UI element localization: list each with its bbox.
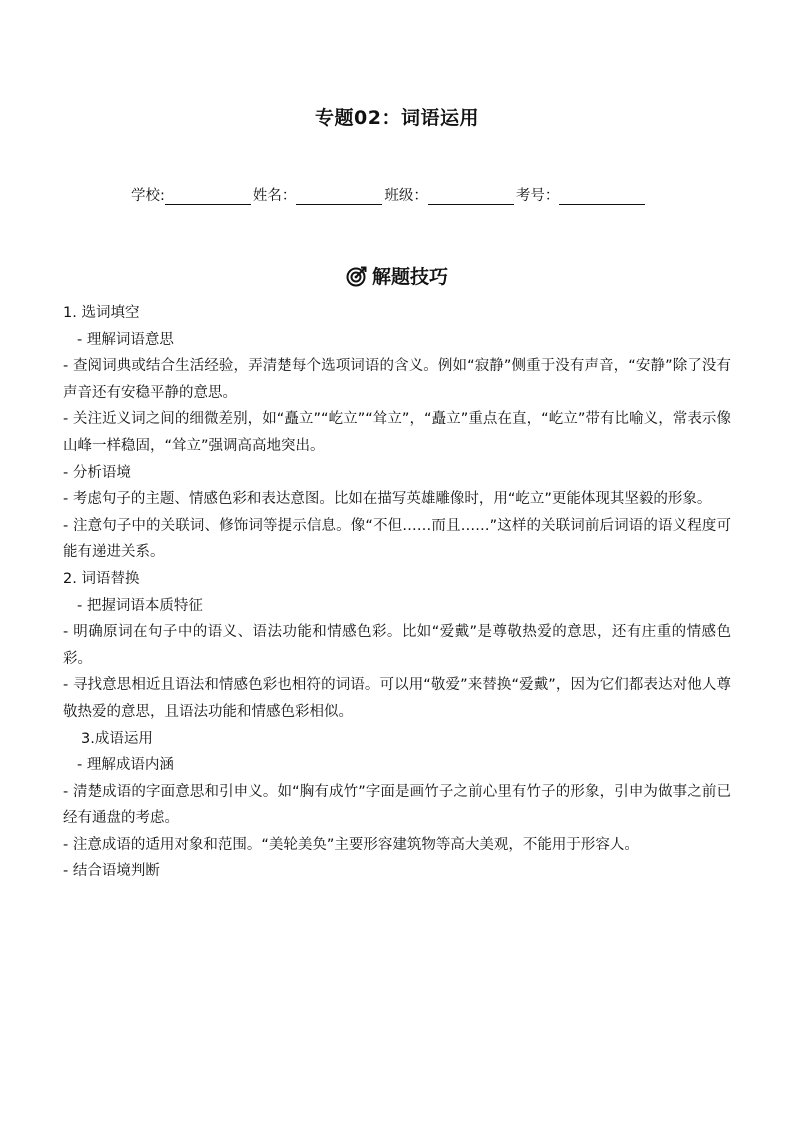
paragraph: - 清楚成语的字面意思和引申义。如“胸有成竹”字面是画竹子之前心里有竹子的形象，引申为做事之前已经有通盘的考虑。 <box>63 783 731 827</box>
target-icon <box>346 265 368 287</box>
paragraph: - 关注近义词之间的细微差别，如“矗立”“屹立”“耸立”，“矗立”重点在直，“屹立”带有比喻义，常表示像山峰一样稳固，“耸立”强调高高地突出。 <box>63 411 731 454</box>
paragraph: - 查阅词典或结合生活经验，弄清楚每个选项词语的含义。例如“寂静”侧重于没有声音，“安静”除了没有声音还有安稳平静的意思。 <box>63 358 731 401</box>
school-label: 学校: <box>131 188 165 204</box>
subheading: - 理解成语内涵 <box>77 757 174 774</box>
section-heading <box>0 262 794 289</box>
subheading: - 理解词语意思 <box>77 331 174 348</box>
page-title: 专题02：词语运用 <box>315 107 479 129</box>
paragraph: - 注意句子中的关联词、修饰词等提示信息。像“不但……而且……”这样的关联词前后词语的语义程度可能有递进关系。 <box>63 517 731 561</box>
exam-no-label: 考号： <box>515 188 560 204</box>
paragraph: - 考虑句子的主题、情感色彩和表达意图。比如在描写英雄雕像时，用“屹立”更能体现其坚毅的形象。 <box>63 491 712 508</box>
school-blank <box>165 187 251 205</box>
class-label: 班级： <box>384 188 428 204</box>
class-blank <box>428 187 514 205</box>
heading-3: 3.成语运用 <box>81 730 153 747</box>
section-title: 解题技巧 <box>371 266 448 288</box>
student-info-line <box>131 184 647 205</box>
exam-no-blank <box>559 187 645 205</box>
subheading: - 分析语境 <box>63 464 131 481</box>
paragraph: - 寻找意思相近且语法和情感色彩也相符的词语。可以用“敬爱”来替换“爱戴”，因为它们都表达对他人尊敬热爱的意思，且语法功能和情感色彩相似。 <box>63 677 731 720</box>
subheading: - 结合语境判断 <box>63 863 160 880</box>
name-blank <box>296 187 382 205</box>
paragraph: - 注意成语的适用对象和范围。“美轮美奂”主要形容建筑物等高大美观，不能用于形容人。 <box>63 836 639 853</box>
paragraph: - 明确原词在句子中的语义、语法功能和情感色彩。比如“爱戴”是尊敬热爱的意思，还有庄重的情感色彩。 <box>63 624 731 667</box>
tips-content <box>63 300 731 885</box>
name-label: 姓名： <box>252 188 297 204</box>
heading-1: 1. 选词填空 <box>63 305 140 321</box>
heading-2: 2. 词语替换 <box>63 570 140 587</box>
subheading: - 把握词语本质特征 <box>77 597 203 614</box>
